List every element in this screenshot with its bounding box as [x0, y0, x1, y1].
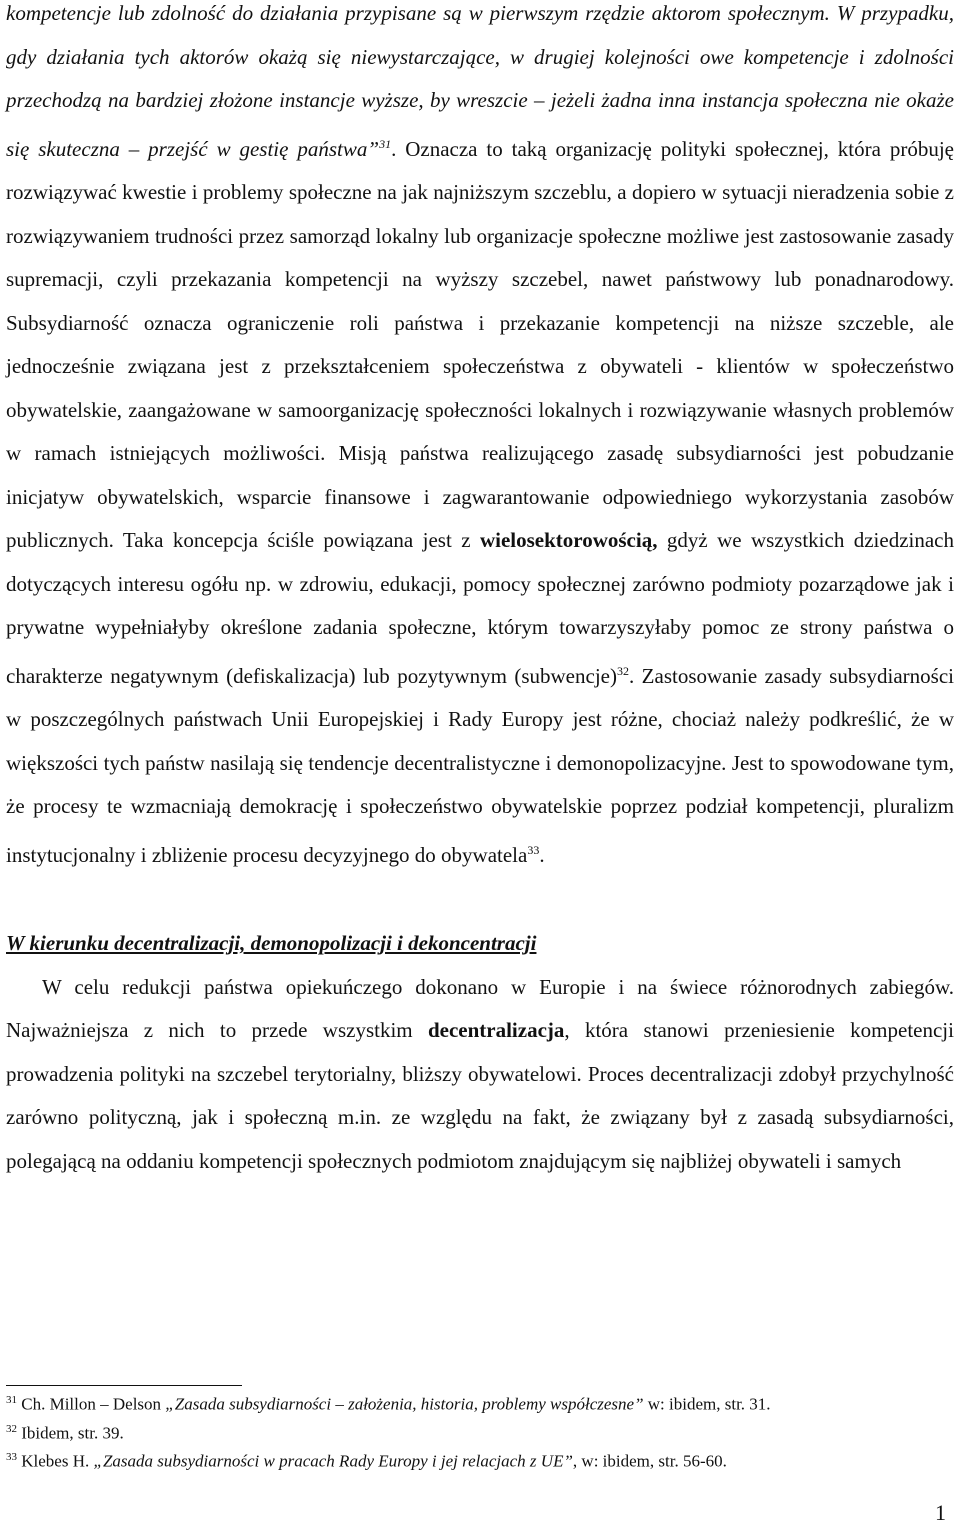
intro-quote: kompetencje lub zdolność do działania przypisane są w pierwszym rzędzie aktorom społecznym. W przypadku, gdy działania tych aktorów okażą się niewystarczające, w drugiej kolejności owe kompetencje i zdolności przechodzą na bardziej złożone instancje wyższe, by wreszcie – jeżeli żadna inna instancja społeczna nie okaże się skuteczna – przejść w gestię państwa”	[6, 1, 954, 161]
footnote-number: 31	[6, 1394, 17, 1406]
section-text-b: , która stanowi przeniesienie kompetencji prowadzenia polityki na szczebel terytorialny, bliższy obywatelowi. Proces decentralizacji zdobył przychylność zarówno polityczną, jak i społeczną m.in. ze względu na fakt, że związany był z zasadą subsydiarności, polegającą na oddaniu kompetencji społecznych podmiotom znajdującym się najbliżej obywateli i samych	[6, 1018, 954, 1173]
section-heading: W kierunku decentralizacji, demonopolizacji i dekoncentracji	[6, 931, 537, 955]
paragraph-subsidiarity	[6, 0, 954, 877]
section-text-a: W celu redukcji państwa opiekuńczego dokonano w Europie i na świece różnorodnych zabiegów. Najważniejsza z nich to przede wszystkim	[6, 974, 954, 1042]
bold-term-wielosektorowosc: wielosektorowością,	[479, 528, 658, 552]
footnote-title: „Zasada subsydiarności – założenia, historia, problemy współczesne”	[165, 1394, 644, 1414]
paragraph-text-c: . Zastosowanie zasady subsydiarności w poszczególnych państwach Unii Europejskiej i Rady Europy jest różne, chociaż należy podkreślić, że w większości tych państw nasilają się tendencje decentralistyczne i demonopolizacyjne. Jest to spowodowane tym, że procesy te wzmacniają demokrację i społeczeństwo obywatelskie poprzez podział kompetencji, pluralizm instytucjonalny i zbliżenie procesu decyzyjnego do obywatela	[6, 663, 954, 867]
paragraph-text-d: .	[539, 842, 545, 867]
footnote-text: w: ibidem, str. 31.	[643, 1394, 771, 1414]
document-page	[6, 0, 954, 1183]
footnote-31	[6, 1388, 954, 1417]
page-number: 1	[935, 1500, 946, 1525]
footnote-number: 32	[6, 1422, 17, 1435]
footnote-text: Ibidem, str. 39.	[17, 1423, 124, 1443]
paragraph-text-a: . Oznacza to taką organizację polityki społecznej, która próbuję rozwiązywać kwestie i problemy społeczne na jak najniższym szczeblu, a dopiero w sytuacji nieradzenia sobie z rozwiązywaniem trudności przez samorząd lokalny lub organizacje społeczne możliwe jest zastosowanie zasady supremacji, czyli przekazania kompetencji na wyższy szczebel, nawet państwowy lub ponadnarodowy. Subsydiarność oznacza ograniczenie roli państwa i przekazanie kompetencji na niższe szczeble, ale jednocześnie związana jest z przekształceniem społeczeństwa z obywateli - klientów w społeczeństwo obywatelskie, zaangażowane w samoorganizację społeczności lokalnych i rozwiązywanie własnych problemów w ramach istniejących możliwości. Misją państwa realizującego zasadę subsydiarności jest pobudzanie inicjatyw obywatelskich, wsparcie finansowe i zagwarantowanie odpowiedniego wykorzystania zasobów publicznych. Taka koncepcja ściśle powiązana jest z	[6, 136, 954, 552]
footnote-32	[6, 1417, 954, 1446]
paragraph-decentralization	[6, 966, 954, 1184]
footnote-33	[6, 1445, 954, 1474]
footnote-text: Klebes H.	[17, 1451, 94, 1471]
footnote-ref-33[interactable]: 33	[527, 842, 540, 857]
footnote-ref-32[interactable]: 32	[616, 663, 629, 678]
bold-term-decentralizacja: decentralizacja	[427, 1018, 565, 1042]
footnote-ref-31[interactable]: 31	[379, 136, 392, 151]
footnote-text: , w: ibidem, str. 56-60.	[572, 1451, 727, 1471]
footnote-number: 33	[6, 1451, 17, 1464]
footnote-text: Ch. Millon – Delson	[17, 1394, 166, 1414]
footnote-title: „Zasada subsydiarności w pracach Rady Europy i jej relacjach z UE”	[93, 1451, 573, 1471]
footnote-separator	[6, 1385, 242, 1386]
paragraph-text-b: gdyż we wszystkich dziedzinach dotyczących interesu ogółu np. w zdrowiu, edukacji, pomocy społecznej zarówno podmioty pozarządowe jak i prywatne wypełniałyby określone zadania społeczne, którym towarzyszyłaby pomoc ze strony państwa o charakterze negatywnym (defiskalizacja) lub pozytywnym (subwencje)	[6, 528, 955, 688]
footnotes	[6, 1385, 954, 1474]
